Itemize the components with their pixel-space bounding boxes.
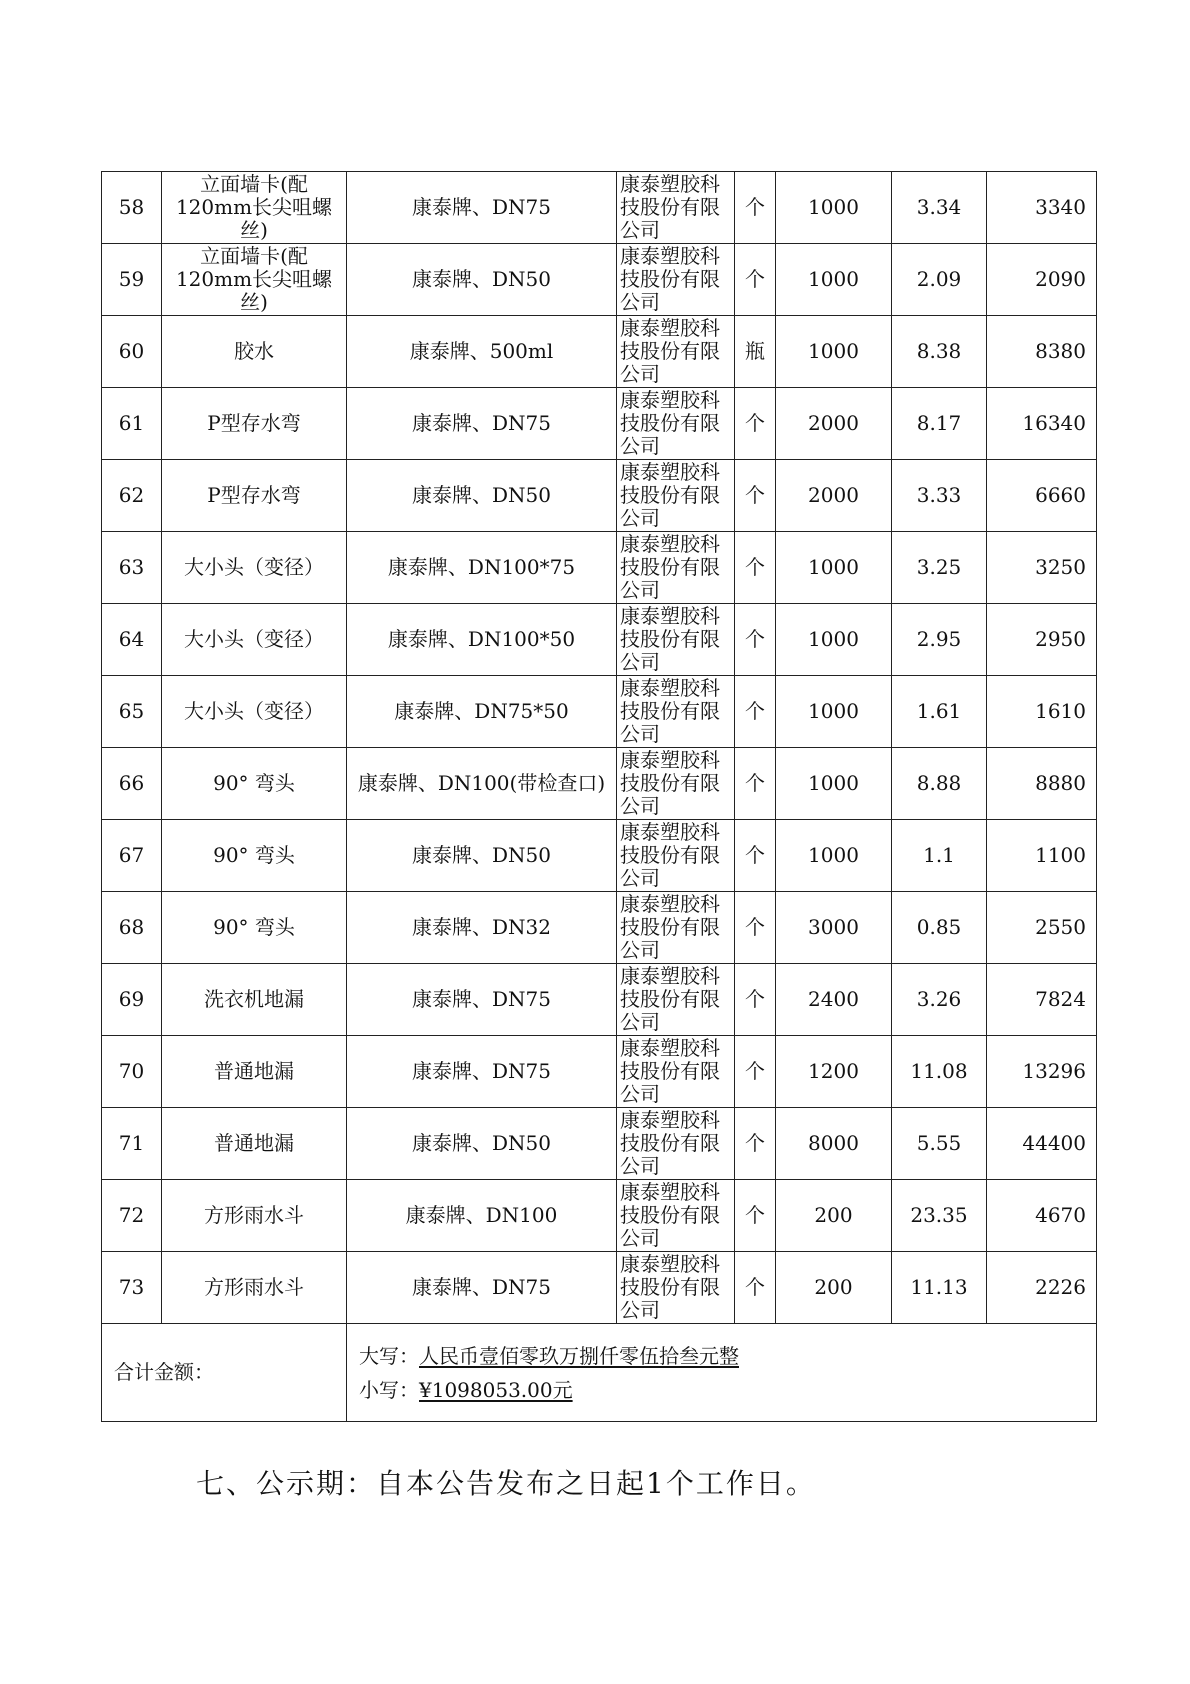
item-spec: 康泰牌、DN100*75 <box>347 532 617 604</box>
item-spec: 康泰牌、DN75 <box>347 1252 617 1324</box>
item-name: 普通地漏 <box>162 1036 347 1108</box>
item-unit-price: 1.61 <box>892 676 987 748</box>
item-quantity: 1200 <box>776 1036 892 1108</box>
item-unit-price: 0.85 <box>892 892 987 964</box>
item-supplier: 康泰塑胶科技股份有限公司 <box>617 604 735 676</box>
item-name: 方形雨水斗 <box>162 1252 347 1324</box>
item-unit: 个 <box>735 1036 776 1108</box>
item-spec: 康泰牌、DN100(带检查口) <box>347 748 617 820</box>
item-quantity: 2000 <box>776 460 892 532</box>
item-amount: 3250 <box>987 532 1097 604</box>
notice-period: 七、公示期：自本公告发布之日起1个工作日。 <box>196 1467 816 1500</box>
item-number: 64 <box>102 604 162 676</box>
item-quantity: 1000 <box>776 532 892 604</box>
total-value-cell <box>347 1324 1097 1422</box>
item-number: 66 <box>102 748 162 820</box>
item-unit-price: 11.08 <box>892 1036 987 1108</box>
item-number: 59 <box>102 244 162 316</box>
item-number: 70 <box>102 1036 162 1108</box>
item-supplier: 康泰塑胶科技股份有限公司 <box>617 532 735 604</box>
item-number: 63 <box>102 532 162 604</box>
total-lower-prefix: 小写： <box>359 1377 419 1402</box>
item-unit: 个 <box>735 964 776 1036</box>
item-supplier: 康泰塑胶科技股份有限公司 <box>617 964 735 1036</box>
table-row <box>102 1108 1097 1180</box>
item-unit-price: 2.95 <box>892 604 987 676</box>
item-supplier: 康泰塑胶科技股份有限公司 <box>617 1036 735 1108</box>
item-spec: 康泰牌、DN50 <box>347 244 617 316</box>
item-number: 62 <box>102 460 162 532</box>
item-name: 洗衣机地漏 <box>162 964 347 1036</box>
item-unit: 个 <box>735 604 776 676</box>
item-amount: 2550 <box>987 892 1097 964</box>
item-name: 90° 弯头 <box>162 820 347 892</box>
item-quantity: 1000 <box>776 604 892 676</box>
item-supplier: 康泰塑胶科技股份有限公司 <box>617 748 735 820</box>
item-supplier: 康泰塑胶科技股份有限公司 <box>617 172 735 244</box>
table-row <box>102 172 1097 244</box>
item-quantity: 1000 <box>776 316 892 388</box>
item-spec: 康泰牌、DN50 <box>347 820 617 892</box>
item-unit: 个 <box>735 676 776 748</box>
table-row <box>102 604 1097 676</box>
item-spec: 康泰牌、DN100 <box>347 1180 617 1252</box>
item-unit: 个 <box>735 820 776 892</box>
item-supplier: 康泰塑胶科技股份有限公司 <box>617 244 735 316</box>
item-amount: 16340 <box>987 388 1097 460</box>
item-quantity: 3000 <box>776 892 892 964</box>
item-unit: 个 <box>735 1252 776 1324</box>
item-unit-price: 8.38 <box>892 316 987 388</box>
item-quantity: 2000 <box>776 388 892 460</box>
item-quantity: 1000 <box>776 172 892 244</box>
item-amount: 4670 <box>987 1180 1097 1252</box>
item-unit-price: 8.88 <box>892 748 987 820</box>
item-unit-price: 2.09 <box>892 244 987 316</box>
item-spec: 康泰牌、DN75 <box>347 388 617 460</box>
total-upper-prefix: 大写： <box>359 1343 419 1368</box>
item-spec: 康泰牌、DN100*50 <box>347 604 617 676</box>
item-amount: 7824 <box>987 964 1097 1036</box>
table-row <box>102 460 1097 532</box>
item-unit: 个 <box>735 892 776 964</box>
item-quantity: 200 <box>776 1180 892 1252</box>
item-quantity: 200 <box>776 1252 892 1324</box>
item-unit: 个 <box>735 1180 776 1252</box>
table-row <box>102 316 1097 388</box>
item-quantity: 1000 <box>776 244 892 316</box>
item-unit-price: 3.33 <box>892 460 987 532</box>
item-unit-price: 8.17 <box>892 388 987 460</box>
item-name: 90° 弯头 <box>162 748 347 820</box>
item-unit-price: 1.1 <box>892 820 987 892</box>
item-amount: 1610 <box>987 676 1097 748</box>
item-amount: 8880 <box>987 748 1097 820</box>
table-row <box>102 1036 1097 1108</box>
items-table <box>101 171 1097 1422</box>
item-supplier: 康泰塑胶科技股份有限公司 <box>617 1108 735 1180</box>
item-name: 大小头（变径） <box>162 532 347 604</box>
item-unit: 个 <box>735 460 776 532</box>
item-amount: 8380 <box>987 316 1097 388</box>
item-name: P型存水弯 <box>162 388 347 460</box>
item-supplier: 康泰塑胶科技股份有限公司 <box>617 676 735 748</box>
item-supplier: 康泰塑胶科技股份有限公司 <box>617 1180 735 1252</box>
items-body <box>102 172 1097 1324</box>
total-upper-value: 人民币壹佰零玖万捌仟零伍拾叁元整 <box>419 1343 739 1368</box>
total-lower-value: ¥1098053.00元 <box>419 1377 573 1402</box>
item-quantity: 1000 <box>776 676 892 748</box>
table-row <box>102 748 1097 820</box>
table-row <box>102 1180 1097 1252</box>
item-spec: 康泰牌、DN32 <box>347 892 617 964</box>
total-row <box>102 1324 1097 1422</box>
item-number: 72 <box>102 1180 162 1252</box>
item-name: P型存水弯 <box>162 460 347 532</box>
item-name: 立面墙卡(配120mm长尖咀螺丝) <box>162 172 347 244</box>
item-number: 71 <box>102 1108 162 1180</box>
item-unit-price: 5.55 <box>892 1108 987 1180</box>
item-amount: 13296 <box>987 1036 1097 1108</box>
item-spec: 康泰牌、DN75*50 <box>347 676 617 748</box>
item-supplier: 康泰塑胶科技股份有限公司 <box>617 316 735 388</box>
item-unit: 个 <box>735 388 776 460</box>
item-name: 方形雨水斗 <box>162 1180 347 1252</box>
total-label: 合计金额： <box>102 1324 347 1422</box>
item-unit-price: 11.13 <box>892 1252 987 1324</box>
item-amount: 2226 <box>987 1252 1097 1324</box>
item-supplier: 康泰塑胶科技股份有限公司 <box>617 820 735 892</box>
item-spec: 康泰牌、DN75 <box>347 172 617 244</box>
item-number: 69 <box>102 964 162 1036</box>
item-unit: 瓶 <box>735 316 776 388</box>
item-unit-price: 23.35 <box>892 1180 987 1252</box>
item-spec: 康泰牌、DN50 <box>347 460 617 532</box>
table-row <box>102 892 1097 964</box>
item-unit-price: 3.34 <box>892 172 987 244</box>
item-number: 67 <box>102 820 162 892</box>
item-spec: 康泰牌、DN75 <box>347 1036 617 1108</box>
item-supplier: 康泰塑胶科技股份有限公司 <box>617 460 735 532</box>
item-supplier: 康泰塑胶科技股份有限公司 <box>617 1252 735 1324</box>
item-number: 65 <box>102 676 162 748</box>
item-number: 68 <box>102 892 162 964</box>
item-quantity: 2400 <box>776 964 892 1036</box>
table-row <box>102 676 1097 748</box>
item-amount: 44400 <box>987 1108 1097 1180</box>
item-unit: 个 <box>735 532 776 604</box>
item-unit: 个 <box>735 172 776 244</box>
item-unit: 个 <box>735 748 776 820</box>
item-name: 普通地漏 <box>162 1108 347 1180</box>
item-quantity: 8000 <box>776 1108 892 1180</box>
table-row <box>102 244 1097 316</box>
table-row <box>102 532 1097 604</box>
item-supplier: 康泰塑胶科技股份有限公司 <box>617 892 735 964</box>
item-number: 61 <box>102 388 162 460</box>
item-unit: 个 <box>735 244 776 316</box>
table-row <box>102 388 1097 460</box>
item-amount: 3340 <box>987 172 1097 244</box>
item-quantity: 1000 <box>776 820 892 892</box>
item-unit-price: 3.25 <box>892 532 987 604</box>
item-name: 大小头（变径） <box>162 676 347 748</box>
item-name: 立面墙卡(配120mm长尖咀螺丝) <box>162 244 347 316</box>
total-upper-line <box>359 1339 1096 1373</box>
item-unit: 个 <box>735 1108 776 1180</box>
item-amount: 2950 <box>987 604 1097 676</box>
item-name: 大小头（变径） <box>162 604 347 676</box>
item-number: 73 <box>102 1252 162 1324</box>
item-supplier: 康泰塑胶科技股份有限公司 <box>617 388 735 460</box>
item-number: 58 <box>102 172 162 244</box>
item-unit-price: 3.26 <box>892 964 987 1036</box>
table-row <box>102 820 1097 892</box>
item-spec: 康泰牌、DN75 <box>347 964 617 1036</box>
item-amount: 2090 <box>987 244 1097 316</box>
table-row <box>102 1252 1097 1324</box>
item-spec: 康泰牌、DN50 <box>347 1108 617 1180</box>
table-row <box>102 964 1097 1036</box>
total-lower-line <box>359 1373 1096 1407</box>
item-amount: 1100 <box>987 820 1097 892</box>
item-name: 90° 弯头 <box>162 892 347 964</box>
item-quantity: 1000 <box>776 748 892 820</box>
item-spec: 康泰牌、500ml <box>347 316 617 388</box>
item-name: 胶水 <box>162 316 347 388</box>
item-amount: 6660 <box>987 460 1097 532</box>
item-number: 60 <box>102 316 162 388</box>
